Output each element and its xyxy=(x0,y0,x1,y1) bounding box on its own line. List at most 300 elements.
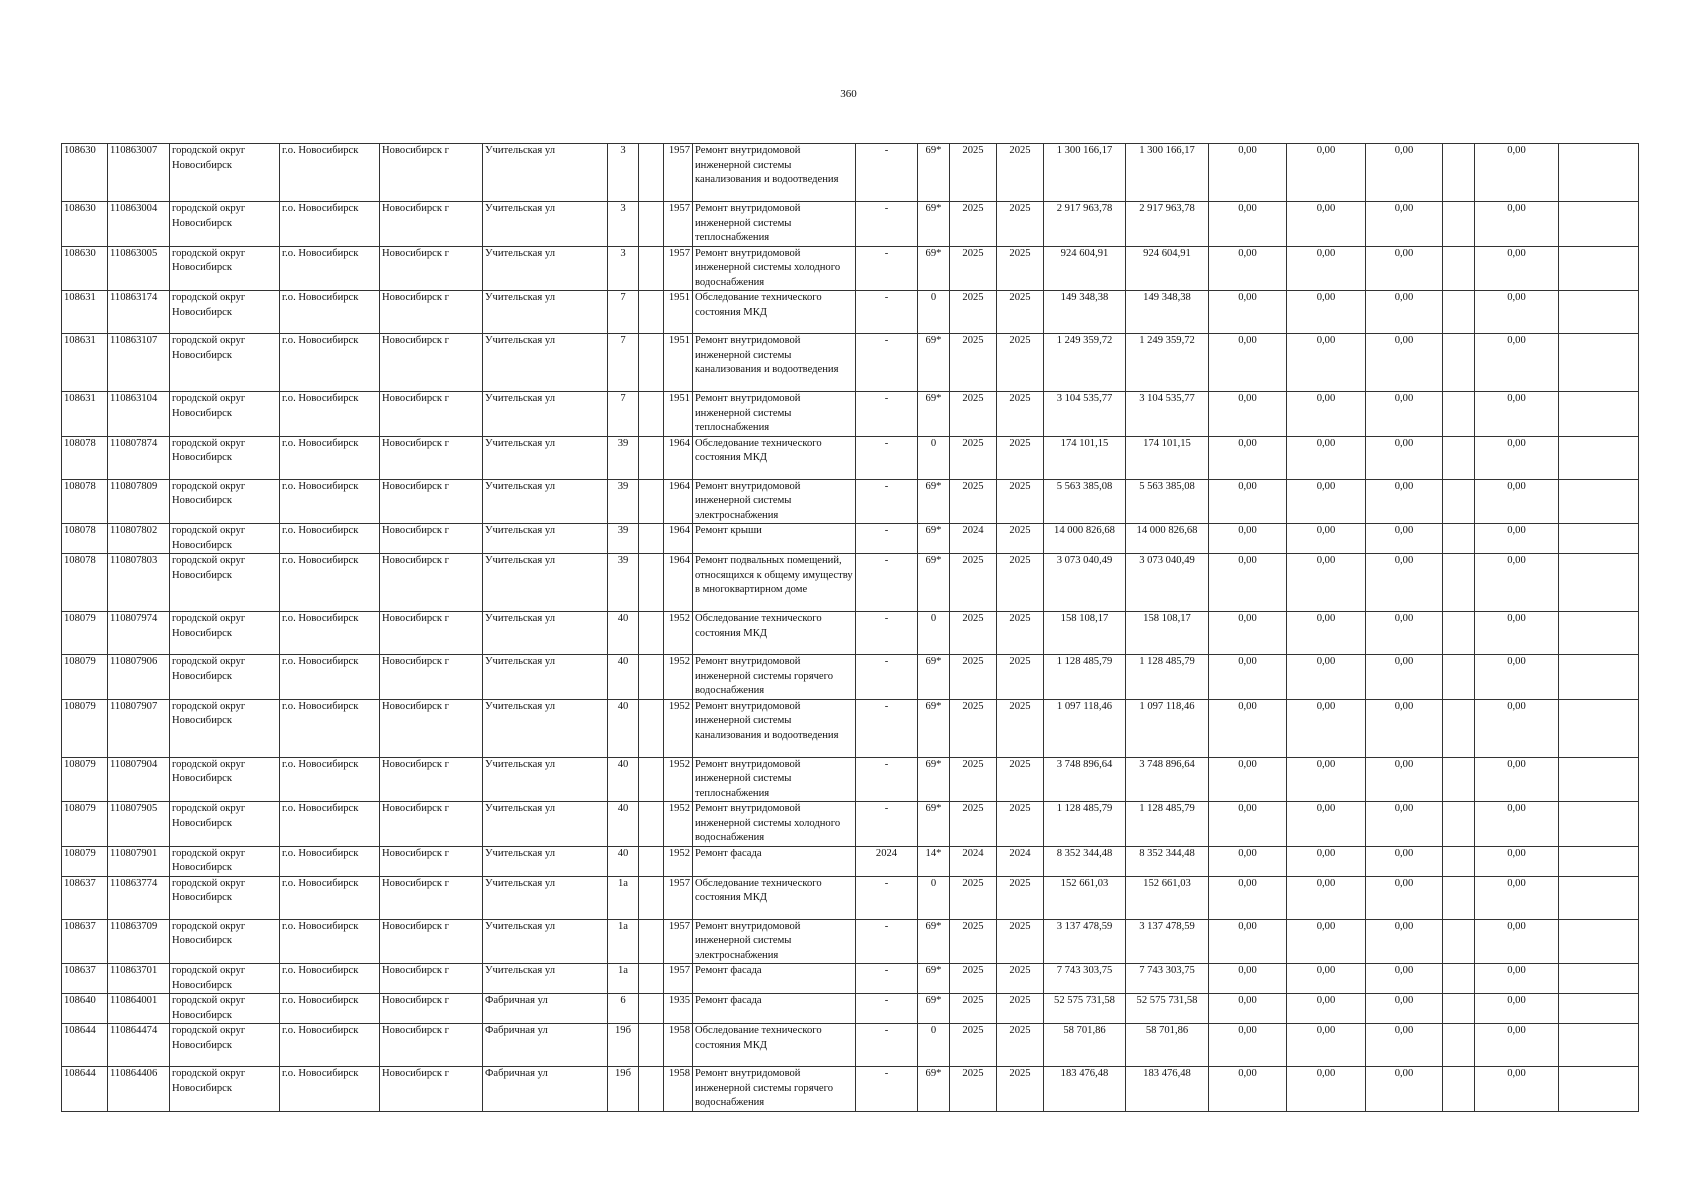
table-row xyxy=(62,524,1639,554)
owners-funds-cell: 0,00 xyxy=(1475,655,1559,700)
build-year-cell: 1957 xyxy=(664,876,693,919)
table-row xyxy=(62,757,1639,802)
end-year-cell: 2025 xyxy=(997,524,1044,554)
municipality-cell: городской округ Новосибирск xyxy=(170,802,280,847)
fund-cost-cell: 2 917 963,78 xyxy=(1126,202,1209,247)
end-year-cell: 2025 xyxy=(997,392,1044,437)
regional-budget-cell: 0,00 xyxy=(1287,919,1366,964)
house-number-cell: 3 xyxy=(608,144,639,202)
building-cell xyxy=(639,802,664,847)
building-cell xyxy=(639,612,664,655)
plan-year-cell: 2025 xyxy=(950,291,997,334)
federal-budget-cell: 0,00 xyxy=(1209,699,1287,757)
house-number-cell: 1а xyxy=(608,876,639,919)
regional-budget-cell: 0,00 xyxy=(1287,202,1366,247)
fund-cost-cell: 7 743 303,75 xyxy=(1126,964,1209,994)
federal-budget-cell: 0,00 xyxy=(1209,846,1287,876)
locality-cell: Новосибирск г xyxy=(380,757,483,802)
house-number-cell: 39 xyxy=(608,436,639,479)
street-cell: Учительская ул xyxy=(483,246,608,291)
federal-budget-cell: 0,00 xyxy=(1209,802,1287,847)
note-cell xyxy=(1559,612,1639,655)
total-cost-cell: 152 661,03 xyxy=(1044,876,1126,919)
wear-percent-cell: 69* xyxy=(918,479,950,524)
wear-percent-cell: 69* xyxy=(918,246,950,291)
house-id-cell: 108079 xyxy=(62,757,108,802)
work-type-cell: Ремонт внутридомовой инженерной системы теплоснабжения xyxy=(693,202,856,247)
federal-budget-cell: 0,00 xyxy=(1209,144,1287,202)
work-type-cell: Обследование технического состояния МКД xyxy=(693,436,856,479)
house-number-cell: 39 xyxy=(608,479,639,524)
table-row xyxy=(62,919,1639,964)
capital-repair-table xyxy=(61,143,1639,1112)
work-code-cell: 110864474 xyxy=(108,1024,170,1067)
house-number-cell: 40 xyxy=(608,612,639,655)
street-cell: Учительская ул xyxy=(483,291,608,334)
house-number-cell: 7 xyxy=(608,334,639,392)
last-repair-cell: - xyxy=(856,479,918,524)
municipality-cell: городской округ Новосибирск xyxy=(170,144,280,202)
total-cost-cell: 1 249 359,72 xyxy=(1044,334,1126,392)
empty-cell xyxy=(1443,612,1475,655)
street-cell: Фабричная ул xyxy=(483,1067,608,1112)
work-code-cell: 110807904 xyxy=(108,757,170,802)
last-repair-cell: - xyxy=(856,144,918,202)
total-cost-cell: 58 701,86 xyxy=(1044,1024,1126,1067)
district-cell: г.о. Новосибирск xyxy=(280,699,380,757)
regional-budget-cell: 0,00 xyxy=(1287,1024,1366,1067)
municipality-cell: городской округ Новосибирск xyxy=(170,479,280,524)
regional-budget-cell: 0,00 xyxy=(1287,802,1366,847)
house-number-cell: 6 xyxy=(608,994,639,1024)
locality-cell: Новосибирск г xyxy=(380,802,483,847)
work-code-cell: 110863701 xyxy=(108,964,170,994)
building-cell xyxy=(639,964,664,994)
fund-cost-cell: 1 128 485,79 xyxy=(1126,655,1209,700)
note-cell xyxy=(1559,919,1639,964)
municipality-cell: городской округ Новосибирск xyxy=(170,392,280,437)
building-cell xyxy=(639,202,664,247)
federal-budget-cell: 0,00 xyxy=(1209,479,1287,524)
table-row xyxy=(62,655,1639,700)
district-cell: г.о. Новосибирск xyxy=(280,994,380,1024)
table-row xyxy=(62,436,1639,479)
empty-cell xyxy=(1443,524,1475,554)
owners-funds-cell: 0,00 xyxy=(1475,291,1559,334)
total-cost-cell: 149 348,38 xyxy=(1044,291,1126,334)
build-year-cell: 1952 xyxy=(664,655,693,700)
plan-year-cell: 2024 xyxy=(950,524,997,554)
last-repair-cell: - xyxy=(856,876,918,919)
regional-budget-cell: 0,00 xyxy=(1287,554,1366,612)
house-number-cell: 1а xyxy=(608,919,639,964)
district-cell: г.о. Новосибирск xyxy=(280,964,380,994)
regional-budget-cell: 0,00 xyxy=(1287,436,1366,479)
empty-cell xyxy=(1443,554,1475,612)
work-code-cell: 110807906 xyxy=(108,655,170,700)
federal-budget-cell: 0,00 xyxy=(1209,291,1287,334)
building-cell xyxy=(639,479,664,524)
house-number-cell: 3 xyxy=(608,246,639,291)
empty-cell xyxy=(1443,876,1475,919)
build-year-cell: 1952 xyxy=(664,802,693,847)
owners-funds-cell: 0,00 xyxy=(1475,612,1559,655)
house-id-cell: 108631 xyxy=(62,334,108,392)
total-cost-cell: 52 575 731,58 xyxy=(1044,994,1126,1024)
plan-year-cell: 2025 xyxy=(950,202,997,247)
total-cost-cell: 5 563 385,08 xyxy=(1044,479,1126,524)
municipality-cell: городской округ Новосибирск xyxy=(170,612,280,655)
local-budget-cell: 0,00 xyxy=(1366,1024,1443,1067)
regional-budget-cell: 0,00 xyxy=(1287,876,1366,919)
end-year-cell: 2025 xyxy=(997,554,1044,612)
local-budget-cell: 0,00 xyxy=(1366,876,1443,919)
table-row xyxy=(62,802,1639,847)
fund-cost-cell: 1 249 359,72 xyxy=(1126,334,1209,392)
last-repair-cell: - xyxy=(856,612,918,655)
district-cell: г.о. Новосибирск xyxy=(280,554,380,612)
build-year-cell: 1952 xyxy=(664,699,693,757)
street-cell: Учительская ул xyxy=(483,699,608,757)
locality-cell: Новосибирск г xyxy=(380,291,483,334)
regional-budget-cell: 0,00 xyxy=(1287,964,1366,994)
regional-budget-cell: 0,00 xyxy=(1287,994,1366,1024)
regional-budget-cell: 0,00 xyxy=(1287,1067,1366,1112)
total-cost-cell: 1 128 485,79 xyxy=(1044,655,1126,700)
total-cost-cell: 2 917 963,78 xyxy=(1044,202,1126,247)
municipality-cell: городской округ Новосибирск xyxy=(170,554,280,612)
local-budget-cell: 0,00 xyxy=(1366,964,1443,994)
plan-year-cell: 2025 xyxy=(950,246,997,291)
building-cell xyxy=(639,392,664,437)
owners-funds-cell: 0,00 xyxy=(1475,479,1559,524)
municipality-cell: городской округ Новосибирск xyxy=(170,919,280,964)
building-cell xyxy=(639,554,664,612)
regional-budget-cell: 0,00 xyxy=(1287,757,1366,802)
wear-percent-cell: 0 xyxy=(918,876,950,919)
regional-budget-cell: 0,00 xyxy=(1287,334,1366,392)
work-code-cell: 110807802 xyxy=(108,524,170,554)
fund-cost-cell: 924 604,91 xyxy=(1126,246,1209,291)
locality-cell: Новосибирск г xyxy=(380,846,483,876)
empty-cell xyxy=(1443,334,1475,392)
empty-cell xyxy=(1443,392,1475,437)
work-code-cell: 110807905 xyxy=(108,802,170,847)
note-cell xyxy=(1559,554,1639,612)
build-year-cell: 1957 xyxy=(664,919,693,964)
end-year-cell: 2025 xyxy=(997,291,1044,334)
work-code-cell: 110864406 xyxy=(108,1067,170,1112)
fund-cost-cell: 8 352 344,48 xyxy=(1126,846,1209,876)
local-budget-cell: 0,00 xyxy=(1366,479,1443,524)
municipality-cell: городской округ Новосибирск xyxy=(170,655,280,700)
municipality-cell: городской округ Новосибирск xyxy=(170,964,280,994)
plan-year-cell: 2025 xyxy=(950,334,997,392)
empty-cell xyxy=(1443,246,1475,291)
work-type-cell: Ремонт внутридомовой инженерной системы канализования и водоотведения xyxy=(693,699,856,757)
note-cell xyxy=(1559,846,1639,876)
house-id-cell: 108078 xyxy=(62,479,108,524)
building-cell xyxy=(639,655,664,700)
regional-budget-cell: 0,00 xyxy=(1287,612,1366,655)
page-number: 360 xyxy=(840,88,857,100)
locality-cell: Новосибирск г xyxy=(380,246,483,291)
table-body xyxy=(62,144,1639,1112)
total-cost-cell: 8 352 344,48 xyxy=(1044,846,1126,876)
municipality-cell: городской округ Новосибирск xyxy=(170,1067,280,1112)
wear-percent-cell: 69* xyxy=(918,994,950,1024)
locality-cell: Новосибирск г xyxy=(380,392,483,437)
empty-cell xyxy=(1443,479,1475,524)
last-repair-cell: - xyxy=(856,919,918,964)
house-id-cell: 108630 xyxy=(62,144,108,202)
total-cost-cell: 3 104 535,77 xyxy=(1044,392,1126,437)
federal-budget-cell: 0,00 xyxy=(1209,612,1287,655)
table-row xyxy=(62,479,1639,524)
owners-funds-cell: 0,00 xyxy=(1475,144,1559,202)
district-cell: г.о. Новосибирск xyxy=(280,876,380,919)
fund-cost-cell: 1 097 118,46 xyxy=(1126,699,1209,757)
build-year-cell: 1952 xyxy=(664,757,693,802)
house-number-cell: 1а xyxy=(608,964,639,994)
locality-cell: Новосибирск г xyxy=(380,524,483,554)
owners-funds-cell: 0,00 xyxy=(1475,919,1559,964)
plan-year-cell: 2025 xyxy=(950,1024,997,1067)
wear-percent-cell: 69* xyxy=(918,524,950,554)
locality-cell: Новосибирск г xyxy=(380,436,483,479)
note-cell xyxy=(1559,436,1639,479)
municipality-cell: городской округ Новосибирск xyxy=(170,334,280,392)
locality-cell: Новосибирск г xyxy=(380,144,483,202)
table-row xyxy=(62,202,1639,247)
fund-cost-cell: 3 748 896,64 xyxy=(1126,757,1209,802)
end-year-cell: 2025 xyxy=(997,246,1044,291)
house-number-cell: 7 xyxy=(608,392,639,437)
municipality-cell: городской округ Новосибирск xyxy=(170,757,280,802)
house-id-cell: 108079 xyxy=(62,699,108,757)
street-cell: Учительская ул xyxy=(483,392,608,437)
total-cost-cell: 174 101,15 xyxy=(1044,436,1126,479)
build-year-cell: 1964 xyxy=(664,436,693,479)
building-cell xyxy=(639,436,664,479)
work-code-cell: 110863007 xyxy=(108,144,170,202)
district-cell: г.о. Новосибирск xyxy=(280,392,380,437)
build-year-cell: 1951 xyxy=(664,291,693,334)
total-cost-cell: 3 073 040,49 xyxy=(1044,554,1126,612)
owners-funds-cell: 0,00 xyxy=(1475,876,1559,919)
work-type-cell: Ремонт внутридомовой инженерной системы горячего водоснабжения xyxy=(693,655,856,700)
house-id-cell: 108079 xyxy=(62,655,108,700)
note-cell xyxy=(1559,1067,1639,1112)
wear-percent-cell: 69* xyxy=(918,392,950,437)
plan-year-cell: 2025 xyxy=(950,919,997,964)
wear-percent-cell: 69* xyxy=(918,699,950,757)
work-type-cell: Ремонт внутридомовой инженерной системы горячего водоснабжения xyxy=(693,1067,856,1112)
end-year-cell: 2025 xyxy=(997,655,1044,700)
locality-cell: Новосибирск г xyxy=(380,699,483,757)
end-year-cell: 2025 xyxy=(997,757,1044,802)
house-id-cell: 108631 xyxy=(62,392,108,437)
fund-cost-cell: 1 128 485,79 xyxy=(1126,802,1209,847)
plan-year-cell: 2025 xyxy=(950,392,997,437)
street-cell: Учительская ул xyxy=(483,436,608,479)
plan-year-cell: 2025 xyxy=(950,802,997,847)
district-cell: г.о. Новосибирск xyxy=(280,479,380,524)
last-repair-cell: - xyxy=(856,436,918,479)
last-repair-cell: - xyxy=(856,334,918,392)
work-code-cell: 110863004 xyxy=(108,202,170,247)
empty-cell xyxy=(1443,919,1475,964)
build-year-cell: 1957 xyxy=(664,246,693,291)
build-year-cell: 1958 xyxy=(664,1067,693,1112)
district-cell: г.о. Новосибирск xyxy=(280,436,380,479)
work-type-cell: Ремонт фасада xyxy=(693,846,856,876)
last-repair-cell: - xyxy=(856,757,918,802)
fund-cost-cell: 149 348,38 xyxy=(1126,291,1209,334)
total-cost-cell: 924 604,91 xyxy=(1044,246,1126,291)
regional-budget-cell: 0,00 xyxy=(1287,655,1366,700)
fund-cost-cell: 5 563 385,08 xyxy=(1126,479,1209,524)
note-cell xyxy=(1559,994,1639,1024)
federal-budget-cell: 0,00 xyxy=(1209,757,1287,802)
street-cell: Учительская ул xyxy=(483,802,608,847)
federal-budget-cell: 0,00 xyxy=(1209,554,1287,612)
plan-year-cell: 2025 xyxy=(950,436,997,479)
house-number-cell: 3 xyxy=(608,202,639,247)
plan-year-cell: 2025 xyxy=(950,994,997,1024)
end-year-cell: 2025 xyxy=(997,479,1044,524)
street-cell: Учительская ул xyxy=(483,964,608,994)
plan-year-cell: 2024 xyxy=(950,846,997,876)
note-cell xyxy=(1559,334,1639,392)
street-cell: Учительская ул xyxy=(483,334,608,392)
building-cell xyxy=(639,334,664,392)
building-cell xyxy=(639,919,664,964)
house-number-cell: 39 xyxy=(608,524,639,554)
owners-funds-cell: 0,00 xyxy=(1475,524,1559,554)
house-number-cell: 7 xyxy=(608,291,639,334)
build-year-cell: 1964 xyxy=(664,524,693,554)
street-cell: Учительская ул xyxy=(483,479,608,524)
house-number-cell: 40 xyxy=(608,802,639,847)
work-code-cell: 110864001 xyxy=(108,994,170,1024)
building-cell xyxy=(639,876,664,919)
street-cell: Фабричная ул xyxy=(483,994,608,1024)
work-type-cell: Ремонт внутридомовой инженерной системы теплоснабжения xyxy=(693,757,856,802)
locality-cell: Новосибирск г xyxy=(380,876,483,919)
end-year-cell: 2024 xyxy=(997,846,1044,876)
work-type-cell: Ремонт внутридомовой инженерной системы канализования и водоотведения xyxy=(693,144,856,202)
work-code-cell: 110863104 xyxy=(108,392,170,437)
table-row xyxy=(62,612,1639,655)
local-budget-cell: 0,00 xyxy=(1366,612,1443,655)
plan-year-cell: 2025 xyxy=(950,144,997,202)
note-cell xyxy=(1559,144,1639,202)
total-cost-cell: 1 128 485,79 xyxy=(1044,802,1126,847)
street-cell: Фабричная ул xyxy=(483,1024,608,1067)
house-id-cell: 108078 xyxy=(62,554,108,612)
house-id-cell: 108644 xyxy=(62,1067,108,1112)
local-budget-cell: 0,00 xyxy=(1366,919,1443,964)
empty-cell xyxy=(1443,144,1475,202)
building-cell xyxy=(639,994,664,1024)
work-code-cell: 110863005 xyxy=(108,246,170,291)
house-number-cell: 19б xyxy=(608,1067,639,1112)
district-cell: г.о. Новосибирск xyxy=(280,919,380,964)
end-year-cell: 2025 xyxy=(997,699,1044,757)
street-cell: Учительская ул xyxy=(483,919,608,964)
build-year-cell: 1951 xyxy=(664,392,693,437)
building-cell xyxy=(639,144,664,202)
note-cell xyxy=(1559,392,1639,437)
regional-budget-cell: 0,00 xyxy=(1287,479,1366,524)
total-cost-cell: 1 097 118,46 xyxy=(1044,699,1126,757)
work-type-cell: Ремонт крыши xyxy=(693,524,856,554)
table-row xyxy=(62,964,1639,994)
municipality-cell: городской округ Новосибирск xyxy=(170,1024,280,1067)
street-cell: Учительская ул xyxy=(483,876,608,919)
work-type-cell: Ремонт внутридомовой инженерной системы холодного водоснабжения xyxy=(693,246,856,291)
house-id-cell: 108079 xyxy=(62,802,108,847)
house-number-cell: 40 xyxy=(608,757,639,802)
empty-cell xyxy=(1443,202,1475,247)
owners-funds-cell: 0,00 xyxy=(1475,554,1559,612)
locality-cell: Новосибирск г xyxy=(380,994,483,1024)
local-budget-cell: 0,00 xyxy=(1366,202,1443,247)
total-cost-cell: 3 748 896,64 xyxy=(1044,757,1126,802)
municipality-cell: городской округ Новосибирск xyxy=(170,699,280,757)
regional-budget-cell: 0,00 xyxy=(1287,524,1366,554)
note-cell xyxy=(1559,699,1639,757)
local-budget-cell: 0,00 xyxy=(1366,757,1443,802)
owners-funds-cell: 0,00 xyxy=(1475,1024,1559,1067)
local-budget-cell: 0,00 xyxy=(1366,802,1443,847)
owners-funds-cell: 0,00 xyxy=(1475,802,1559,847)
owners-funds-cell: 0,00 xyxy=(1475,392,1559,437)
local-budget-cell: 0,00 xyxy=(1366,246,1443,291)
local-budget-cell: 0,00 xyxy=(1366,144,1443,202)
street-cell: Учительская ул xyxy=(483,655,608,700)
note-cell xyxy=(1559,757,1639,802)
building-cell xyxy=(639,846,664,876)
street-cell: Учительская ул xyxy=(483,757,608,802)
fund-cost-cell: 152 661,03 xyxy=(1126,876,1209,919)
end-year-cell: 2025 xyxy=(997,1067,1044,1112)
end-year-cell: 2025 xyxy=(997,802,1044,847)
last-repair-cell: - xyxy=(856,699,918,757)
work-type-cell: Ремонт подвальных помещений, относящихся к общему имуществу в многоквартирном доме xyxy=(693,554,856,612)
work-code-cell: 110807974 xyxy=(108,612,170,655)
last-repair-cell: - xyxy=(856,392,918,437)
wear-percent-cell: 69* xyxy=(918,554,950,612)
end-year-cell: 2025 xyxy=(997,436,1044,479)
build-year-cell: 1935 xyxy=(664,994,693,1024)
wear-percent-cell: 69* xyxy=(918,1067,950,1112)
end-year-cell: 2025 xyxy=(997,919,1044,964)
empty-cell xyxy=(1443,655,1475,700)
federal-budget-cell: 0,00 xyxy=(1209,876,1287,919)
municipality-cell: городской округ Новосибирск xyxy=(170,246,280,291)
work-code-cell: 110863107 xyxy=(108,334,170,392)
municipality-cell: городской округ Новосибирск xyxy=(170,846,280,876)
last-repair-cell: - xyxy=(856,994,918,1024)
district-cell: г.о. Новосибирск xyxy=(280,334,380,392)
municipality-cell: городской округ Новосибирск xyxy=(170,876,280,919)
federal-budget-cell: 0,00 xyxy=(1209,655,1287,700)
empty-cell xyxy=(1443,846,1475,876)
last-repair-cell: - xyxy=(856,1024,918,1067)
note-cell xyxy=(1559,524,1639,554)
